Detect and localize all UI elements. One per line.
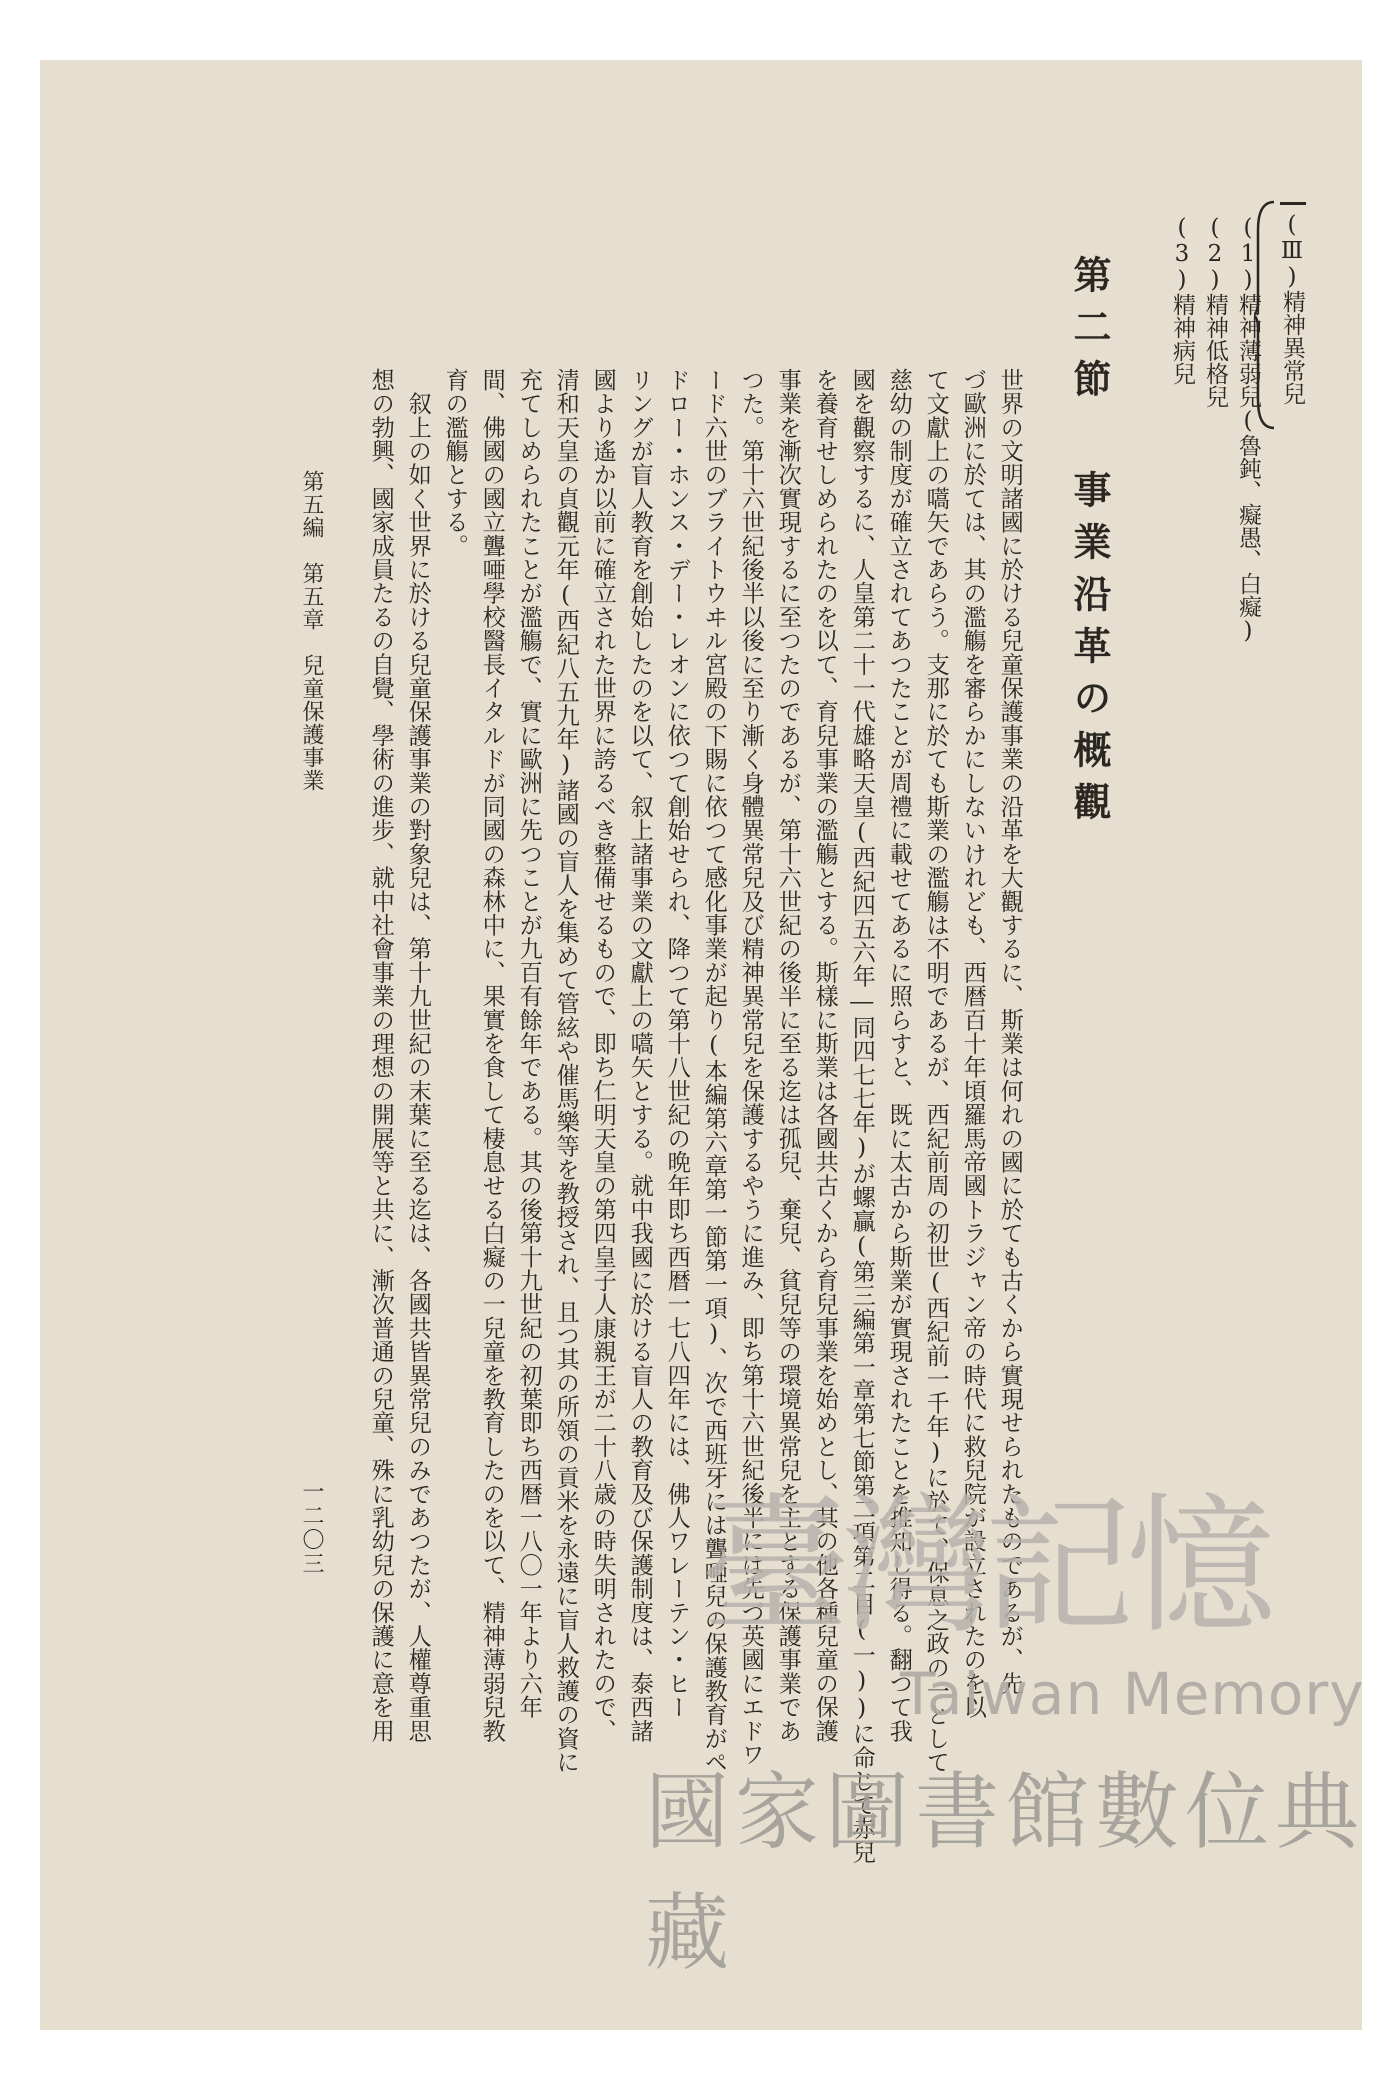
- body-column: 清和天皇の貞觀元年(西紀八五九年)諸國の盲人を集めて管絃や催馬樂等を教授され、且つ其の所領の貢米を永遠に盲人救護の資に: [552, 368, 580, 1774]
- body-column: ード六世のブライトウヰル宮殿の下賜に依つて感化事業が起り(本編第六章第一節第一項)、次で西班牙には聾唖兒の保護教育がペ: [700, 368, 728, 1774]
- body-column: 世界の文明諸國に於ける兒童保護事業の沿革を大觀するに、斯業は何れの國に於ても古くから實現せられたものであるが、先: [996, 368, 1024, 1696]
- body-column: 充てしめられたことが濫觴で、實に歐洲に先つことが九百有餘年である。其の後第十九世紀の初葉即ち西暦一八〇一年より六年: [515, 368, 543, 1719]
- body-column: 國より遙か以前に確立された世界に誇るべき整備せるもので、即ち仁明天皇の第四皇子人康親王が二十八歳の時失明されたので、: [589, 368, 617, 1743]
- body-column: ドロー・ホンス・デー・レオンに依つて創始せられ、降つて第十八世紀の晩年即ち西暦一七八四年には、佛人ワレーテン・ヒー: [663, 368, 691, 1719]
- heading-rule: [1280, 202, 1306, 205]
- page-number: 一二〇三: [299, 1480, 324, 1576]
- body-column: づ歐洲に於ては、其の濫觴を審らかにしないけれども、西暦百十年頃羅馬帝國トラジャン帝の時代に救兒院が設立されたのを以: [959, 368, 987, 1719]
- body-column: 間、佛國の國立聾唖學校醫長イタルドが同國の森林中に、果實を食して棲息せる白癡の一兒童を教育したのを以て、精神薄弱兒教: [478, 368, 506, 1743]
- body-column: 國を觀察するに、人皇第二十一代雄略天皇(西紀四五六年―同四七七年)が螺贏(第三編第一章第七節第二項第二目(一))に命じて赤兒: [848, 368, 876, 1864]
- body-column: 想の勃興、國家成員たるの自覺、學術の進步、就中社會事業の理想の開展等と共に、漸次普通の兒童、殊に乳幼兒の保護に意を用: [367, 368, 395, 1743]
- classification-item-1: (1)精神薄弱兒(魯鈍、癡愚、白癡): [1235, 215, 1261, 644]
- body-column: 事業を漸次實現するに至つたのであるが、第十六世紀の後半に至る迄は孤兒、棄兒、貧兒等の環境異常兒を主とする保護事業であ: [774, 368, 802, 1743]
- classification-heading: (Ⅲ)精神異常兒: [1279, 212, 1305, 405]
- watermark-chinese: 國家圖書館數位典藏: [645, 1763, 1366, 1982]
- footer-chapter: 第五編 第五章 兒童保護事業: [299, 470, 324, 792]
- body-column: て文獻上の嚆矢であらう。支那に於ても斯業の濫觴は不明であるが、西紀前周の初世(西紀前一千年)に於て、保息之政の一として: [922, 368, 950, 1774]
- body-column: 叙上の如く世界に於ける兒童保護事業の對象兒は、第十九世紀の末葉に至る迄は、各國共皆異常兒のみであつたが、人權尊重思: [404, 368, 432, 1743]
- classification-item-3: (3)精神病兒: [1169, 215, 1195, 385]
- body-column: つた。第十六世紀後半以後に至り漸く身體異常兒及び精神異常兒を保護するやうに進み、即ち第十六世紀後半には先づ英國にエドワ: [737, 368, 765, 1767]
- classification-item-2: (2)精神低格兒: [1202, 215, 1228, 408]
- watermark-english: Taiwan Memory: [900, 1660, 1365, 1728]
- body-column: 慈幼の制度が確立されてあつたことが周禮に載せてあるに照らすと、既に太古から斯業が實現されたことを推知し得る。翻つて我: [885, 368, 913, 1743]
- body-column: リングが盲人教育を創始したのを以て、叙上諸事業の文獻上の嚆矢とする。就中我國に於ける盲人の教育及び保護制度は、泰西諸: [626, 368, 654, 1743]
- section-title: 第二節 事業沿革の概觀: [1067, 255, 1112, 834]
- body-column: を養育せしめられたのを以て、育兒事業の濫觴とする。斯樣に斯業は各國共古くから育兒事業を始めとし、其の他各種兒童の保護: [811, 368, 839, 1743]
- watermark-logo: 臺灣記憶: [700, 1480, 1269, 1654]
- body-column: 育の濫觴とする。: [441, 368, 469, 558]
